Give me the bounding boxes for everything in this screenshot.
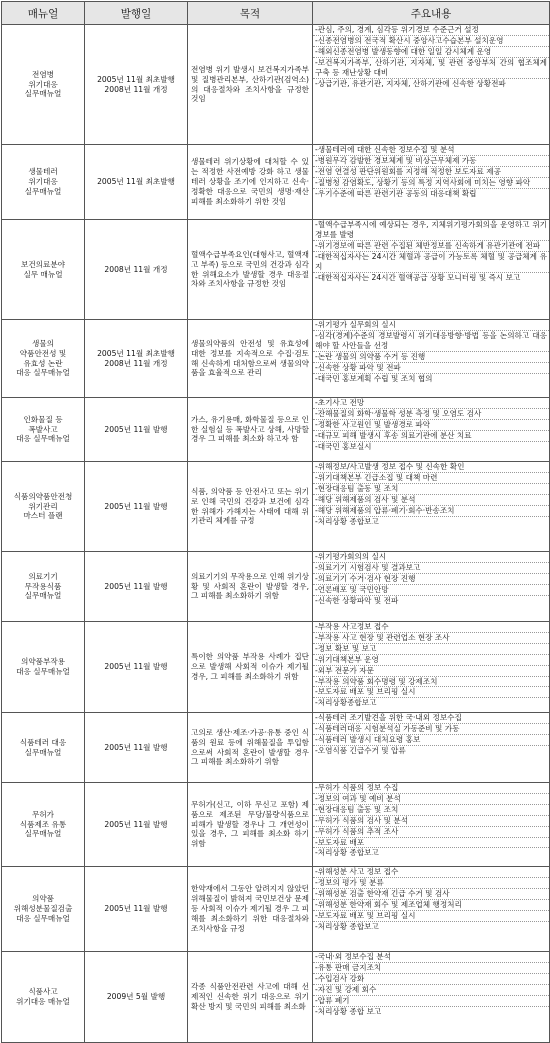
header-contents: 주요내용	[313, 2, 550, 25]
content-item: -처리상황 종합보고	[315, 848, 379, 858]
manual-name-line: 실무매뉴얼	[24, 186, 62, 196]
table-row	[2, 552, 550, 622]
manual-name-line: 대응 실무매뉴얼	[16, 434, 70, 444]
manual-name-line: 식품의약품안전청	[13, 491, 73, 501]
purpose-cell: 한약재에서 그동안 알려지지 않았던 위해물질이 밝혀져 국민보건상 문제 등 사회적 이슈가 제기될 경우 그 피해를 최소화하기 위한 대응절차와 조치사항을 규정	[188, 867, 313, 952]
content-item: -위기평가회의의 실시	[313, 552, 549, 563]
content-item: -위해성분 한약재 회수 및 제조업체 행정처리	[313, 900, 549, 911]
content-item: -위기대책본부 운영	[313, 655, 549, 666]
content-item: -식품테러대응 시험분석실 가동준비 및 가동	[313, 724, 549, 735]
issue-date-line: 2005년 11월 발행	[104, 904, 168, 914]
content-item: -질병청 감염확도, 상황기 등의 특정 지역사회에 미치는 영향 파악	[313, 178, 549, 189]
manual-name-cell	[2, 320, 85, 398]
issue-date-line: 2005년 11월 발행	[104, 424, 168, 434]
manual-name-line: 무작용식품	[24, 581, 62, 591]
manual-name-cell	[2, 220, 85, 320]
content-item: -우기수준에 따른 관련기관 공동의 대응대책 확립	[315, 188, 477, 198]
content-item: -식품테러 발생시 대처요령 홍보	[313, 735, 549, 746]
table-row	[2, 867, 550, 952]
content-item: -처리상황 종합보고	[315, 921, 379, 931]
contents-cell	[313, 552, 550, 622]
table-row	[2, 25, 550, 145]
content-item: -혈액수급부족시에 예상되는 경우, 지체위기평가회의을 운영하고 위기경보를 발령	[315, 220, 547, 239]
issue-date-line: 2009년 5월 발행	[106, 992, 166, 1002]
manual-name-cell	[2, 145, 85, 220]
content-item: -잔해물질의 화학·생물학 성분 측정 및 오염도 검사	[313, 409, 549, 420]
manual-name-line: 식품사고	[28, 987, 58, 997]
manual-name-line: 생물의	[31, 338, 54, 348]
content-item: -자진 및 강제 회수	[313, 985, 549, 996]
manual-name-cell	[2, 398, 85, 462]
content-item: -대한적십자사는 24시간 체혈과 공급이 가능토록 체혈 및 공급체계 유지	[315, 251, 547, 271]
content-item: -외부 전문가 자문	[313, 666, 549, 677]
content-item: -무허가 식품의 추적 조사	[313, 827, 549, 838]
manual-name-line: 의약품부작용	[20, 657, 65, 667]
header-manual: 매뉴얼	[2, 2, 85, 25]
content-item: -수입검사 강화	[313, 974, 549, 985]
issue-date-cell	[85, 25, 188, 145]
header-date: 발행일	[85, 2, 188, 25]
manual-name-line: 의약품	[31, 894, 54, 904]
purpose-cell: 전염병 위기 발생시 보건복지가족부 및 질병관리본부, 산하기관(검역소)의 대응절차와 조치사항을 규정한 것임	[188, 25, 313, 145]
issue-date-line: 2005년 11월 발행	[104, 581, 168, 591]
issue-date-cell	[85, 952, 188, 1043]
content-item: -정보의 평가 및 분류	[313, 878, 549, 889]
content-item: -생물테러에 대한 신속한 정보수집 및 분석	[313, 145, 549, 156]
manual-name-line: 마스터 플랜	[23, 511, 63, 521]
table-row	[2, 398, 550, 462]
manual-name-line: 위기대응	[28, 177, 58, 187]
issue-date-cell	[85, 622, 188, 713]
content-item: -부작용 의약품 회수명령 및 강제조치	[313, 677, 549, 688]
content-item: -현장대응팀 출동 및 조치	[313, 484, 549, 495]
contents-cell	[313, 713, 550, 783]
content-item: -신종전염병의 전국적 확산시 중앙사고수습본부 설치운영	[313, 36, 549, 47]
purpose-cell: 무허가(신고, 이하 무신고 포함) 제품으로 제조된 무당/불량식품으로 피해가 발생할 경우나 그 개연성이 있을 경우, 그 피해를 최소화 하기 위함	[188, 783, 313, 867]
issue-date-cell	[85, 783, 188, 867]
content-item: -상급기관, 유관기관, 지자체, 산하기관에 신속한 상황전파	[315, 78, 506, 88]
content-item: -부작용 사고정보 접수	[313, 622, 549, 633]
content-item: -의료기기 수거·검사 현장 진행	[313, 574, 549, 585]
contents-cell	[313, 145, 550, 220]
manual-name-line: 실무매뉴얼	[24, 829, 62, 839]
issue-date-line: 2005년 11월 최초발행	[97, 74, 175, 84]
purpose-cell: 특이한 의약품 부작용 사례가 집단으로 발생해 사회적 이슈가 제기될 경우, 그 피해를 최소화하기 위함	[188, 622, 313, 713]
purpose-cell: 생물의약품의 안전성 및 유효성에 대한 정보를 지속적으로 수집·검토해 신속하게 대처함으로써 생물의약품을 효율적으로 관리	[188, 320, 313, 398]
content-item: -압류 폐기	[313, 996, 549, 1007]
table-row	[2, 145, 550, 220]
manual-name-line: 인화물질 등	[23, 414, 63, 424]
purpose-cell: 고의로 생산·제조·가공·유통 중인 식품의 원료 등에 위해물질을 투입함으로써 사회적 혼란이 발생할 경우 그 피해를 최소화하기 위함	[188, 713, 313, 783]
issue-date-line: 2005년 11월 발행	[104, 501, 168, 511]
manual-table	[1, 1, 550, 1043]
content-item: -언론배포 및 국민안망	[313, 585, 549, 596]
manual-name-line: 무허가	[31, 809, 54, 819]
content-item: -의료기기 시험검사 및 결과보고	[313, 563, 549, 574]
issue-date-line: 2005년 11월 최초발행	[97, 177, 175, 187]
manual-name-line: 대응 실무매뉴얼	[16, 368, 70, 378]
content-item: -위기대책본부 긴급소집 및 대책 마련	[313, 473, 549, 484]
content-item: -관심, 주의, 경계, 심각등 위기경보 수준근거 설정	[313, 25, 549, 36]
content-item: -대한적십자사는 24시간 혈액공급 상황 모니터링 및 즉시 보고	[315, 272, 521, 282]
content-item: -무허가 식품의 정보 수집	[313, 783, 549, 794]
table-row	[2, 713, 550, 783]
content-item: -부작용 사고 현장 및 관련업소 현장 조사	[313, 633, 549, 644]
manual-name-line: 대응 실무매뉴얼	[16, 667, 70, 676]
manual-name-cell	[2, 552, 85, 622]
issue-date-line: 2008년 11월 개정	[104, 264, 168, 274]
content-item: -정보 확보 및 보고	[313, 644, 549, 655]
header-purpose: 목적	[188, 2, 313, 25]
content-item: -심각(경계)수준의 경보발령시 위기대응방향·방법 등을 논의하고 대응해야 할 사안들을 선정	[315, 330, 547, 350]
content-item: -식품테러 조기발견을 위한 국·내외 정보수집	[313, 713, 549, 724]
contents-cell	[313, 220, 550, 320]
purpose-cell: 가스, 유기용매, 화학물질 등으로 인한 실험실 등 폭발사고 상해, 사망할 경우 그 피해를 최소화 하고자 함	[188, 398, 313, 462]
issue-date-line: 2005년 11월 발행	[104, 819, 168, 829]
contents-cell	[313, 25, 550, 145]
manual-name-line: 위기대응	[28, 79, 58, 89]
contents-cell	[313, 867, 550, 952]
issue-date-cell	[85, 552, 188, 622]
content-item: -보도자료 배포 및 브리핑 실시	[313, 911, 549, 922]
content-item: -대규모 피해 발생시 후송 의료기관에 분산 치료	[313, 431, 549, 442]
table-row	[2, 320, 550, 398]
manual-name-line: 실무매뉴얼	[24, 89, 62, 99]
manual-name-cell	[2, 25, 85, 145]
content-item: -위기평가 실무회의 실시	[313, 320, 549, 331]
contents-cell	[313, 398, 550, 462]
content-item: -처리상황종합보고	[315, 698, 377, 708]
purpose-cell: 혈액수급부족요인(대형사고, 혈액재고 부족) 등으로 국민의 건강과 심각한 위해요소가 발생할 경우 대응절차와 조치사항을 규정한 것임	[188, 220, 313, 320]
issue-date-cell	[85, 713, 188, 783]
table-row	[2, 220, 550, 320]
content-item: -보건복지가족부, 산하기관, 지자체, 및 관련 중앙부처 간의 협조체계 구축 등 재난상황 대비	[315, 57, 547, 77]
manual-name-cell	[2, 713, 85, 783]
issue-date-cell	[85, 320, 188, 398]
content-item: -정보의 여과 및 예비 분석	[313, 794, 549, 805]
manual-name-line: 위기관리	[28, 501, 58, 511]
manual-name-line: 위기대응 매뉴얼	[16, 997, 70, 1006]
issue-date-line: 2005년 11월 최초발행	[97, 348, 175, 358]
contents-cell	[313, 783, 550, 867]
manual-name-line: 생물테러	[28, 167, 58, 177]
manual-name-cell	[2, 622, 85, 713]
content-item: -병원무각 감발한 경보체계 및 비상근무체제 가동	[313, 156, 549, 167]
table-row	[2, 952, 550, 1043]
issue-date-cell	[85, 398, 188, 462]
content-item: -논란 생물의 의약품 수거 등 진행	[313, 352, 549, 363]
content-item: -위해정보/사고발생 정보 접수 및 신속한 확인	[313, 462, 549, 473]
contents-cell	[313, 952, 550, 1043]
manual-name-cell	[2, 952, 85, 1043]
content-item: -보도자료 배포 및 브리핑 실시	[313, 687, 549, 698]
manual-name-cell	[2, 783, 85, 867]
contents-cell	[313, 622, 550, 713]
issue-date-cell	[85, 145, 188, 220]
manual-name-line: 대응 실무매뉴얼	[16, 913, 70, 923]
content-item: -대국민 홍보실시	[315, 441, 372, 451]
manual-name-line: 실무매뉴얼	[24, 591, 62, 601]
content-item: -처리상황 종합보고	[315, 516, 379, 526]
manual-name-line: 유효성 논란	[23, 358, 63, 368]
contents-cell	[313, 462, 550, 552]
manual-name-cell	[2, 462, 85, 552]
content-item: -위해성분 검출 한약재 긴급 수거 및 검사	[313, 889, 549, 900]
table-row	[2, 462, 550, 552]
purpose-cell: 식품, 의약품 등 안전사고 또는 위기로 인해 국민의 건강과 보건에 심각한 위해가 가해지는 사태에 대해 위기관리 체계를 규정	[188, 462, 313, 552]
purpose-cell: 생물테러 위기상황에 대처할 수 있는 적정한 사전예방 강화 하고 생물테러 상황을 조기에 인지하고 신속·정확한 대응으로 국민의 생명·재산피해를 최소화하기 위한 것임	[188, 145, 313, 220]
content-item: -유통 판매 금지조치	[313, 963, 549, 974]
issue-date-line: 2008년 11월 개정	[104, 84, 168, 94]
issue-date-line: 2008년 11월 개정	[104, 358, 168, 368]
content-item: -신속한 상황파악 및 전파	[315, 595, 399, 605]
content-item: -처리상황 종합 보고	[315, 1006, 382, 1016]
content-item: -정확한 사고원인 및 발생경로 파악	[313, 420, 549, 431]
manual-name-line: 의료기기	[28, 571, 58, 581]
manual-name-cell	[2, 867, 85, 952]
content-item: -초기사고 전망	[313, 398, 549, 409]
table-row	[2, 622, 550, 713]
content-item: -오염식품 긴급수거 및 압류	[315, 745, 406, 755]
content-item: -위기경보에 따른 관련 수집된 체반정보를 신속하게 유관기관에 전파	[313, 241, 549, 252]
content-item: -해당 위해제품의 검사 및 분석	[313, 495, 549, 506]
content-item: -해외신종전염병 발생동향에 대한 일일 감시체계 운영	[313, 47, 549, 58]
manual-name-line: 전염병	[31, 69, 54, 79]
content-item: -보도자료 배포	[313, 838, 549, 849]
content-item: -신속한 상황 파악 및 전파	[313, 363, 549, 374]
issue-date-cell	[85, 867, 188, 952]
purpose-cell: 의료기기의 무작용으로 인해 위기상황 및 사회적 혼란이 발생할 경우, 그 피해를 최소화하기 위함	[188, 552, 313, 622]
content-item: -해당 위해제품의 압류·폐기·회수·반송조치	[313, 506, 549, 517]
content-item: -국내·외 정보수집 분석	[313, 952, 549, 963]
header-row	[2, 2, 550, 25]
content-item: -대국민 홍보계획 수립 및 조치 협의	[315, 373, 433, 383]
manual-name-line: 식품제조 유통	[19, 819, 67, 829]
contents-cell	[313, 320, 550, 398]
issue-date-cell	[85, 220, 188, 320]
table-row	[2, 783, 550, 867]
content-item: -전염 연결성 판단위원회를 지정해 적정한 보도자료 제공	[313, 167, 549, 178]
manual-name-line: 실무 매뉴얼	[23, 269, 63, 279]
manual-name-line: 폭발사고	[28, 424, 58, 434]
content-item: -위해성분 사고 정보 접수	[313, 867, 549, 878]
manual-name-line: 실무매뉴얼	[24, 747, 62, 757]
issue-date-cell	[85, 462, 188, 552]
purpose-cell: 각종 식품안전관련 사고에 대해 선제적인 신속한 위기 대응으로 위기확산 방지 및 국민의 피해를 최소화	[188, 952, 313, 1043]
content-item: -현장대응팀 출동 및 조치	[313, 805, 549, 816]
issue-date-line: 2005년 11월 발행	[104, 742, 168, 752]
issue-date-line: 2005년 11월 발행	[104, 662, 168, 672]
manual-name-line: 식품테러 대응	[19, 737, 67, 747]
content-item: -무허가 식품의 검사 및 분석	[313, 816, 549, 827]
manual-name-line: 위해성분물질검출	[13, 904, 73, 914]
manual-name-line: 약품안전성 및	[19, 348, 67, 358]
manual-name-line: 보건의료분야	[20, 259, 65, 269]
